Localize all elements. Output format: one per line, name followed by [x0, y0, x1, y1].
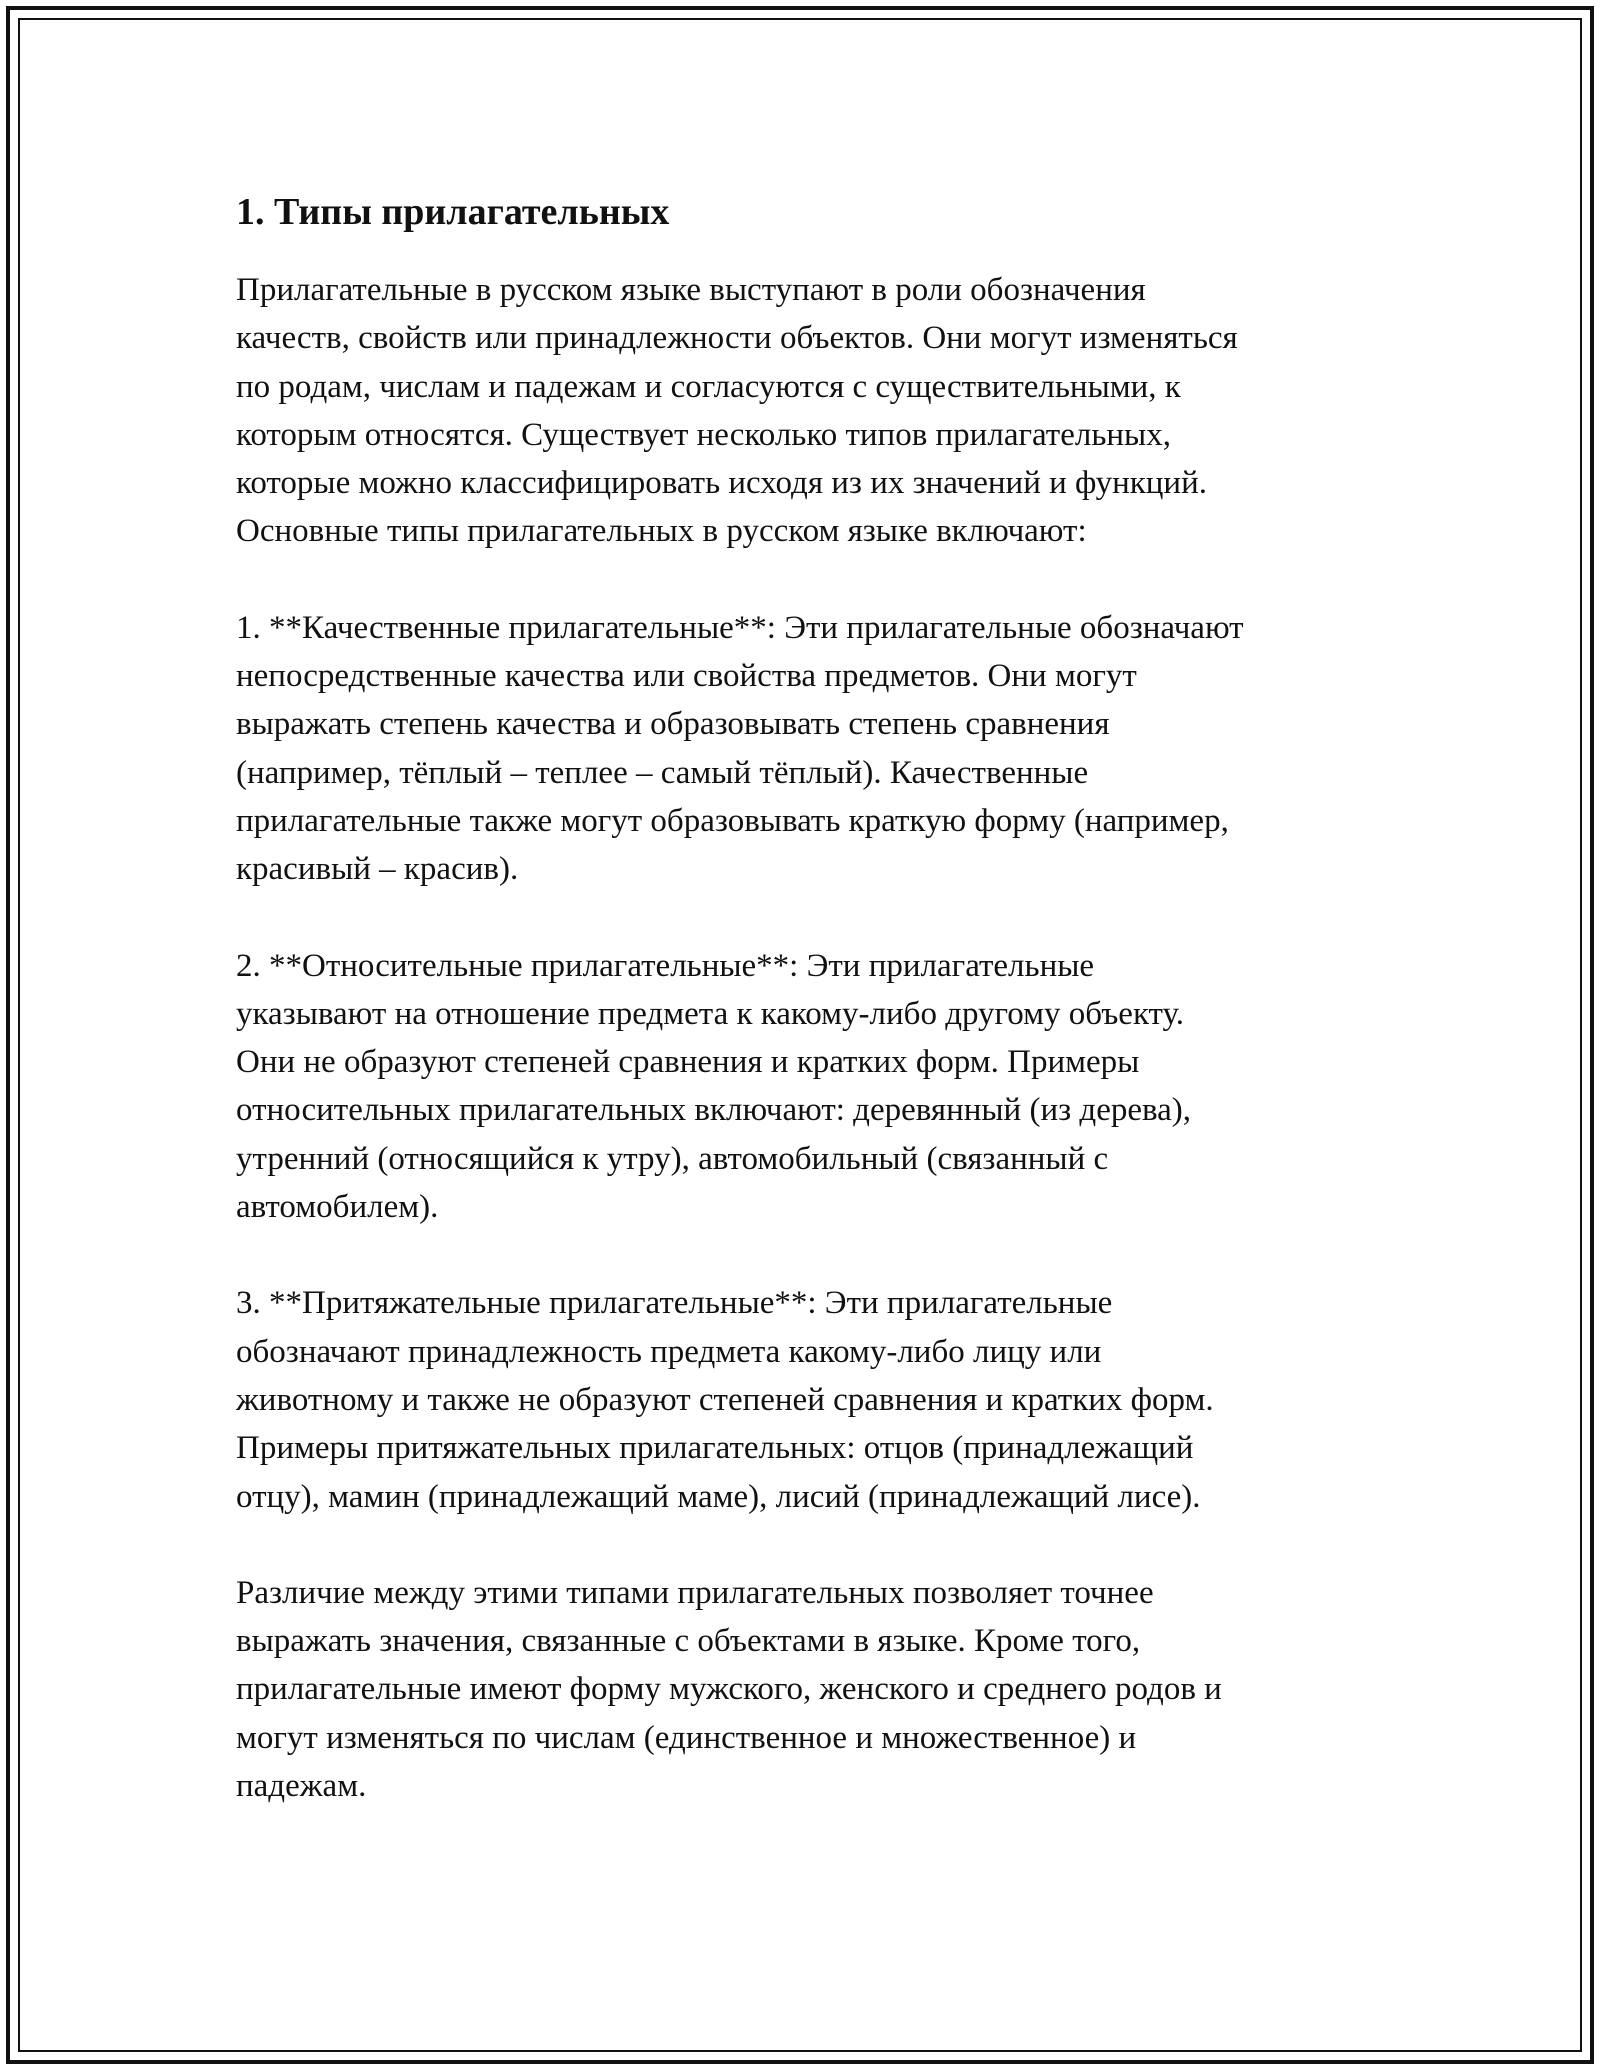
- relative-adjectives-paragraph: 2. **Относительные прилагательные**: Эти прилагательные указывают на отношение предмета к какому-либо другому объекту. Они не образуют степеней сравнения и кратких форм. Примеры относительных прилагательных включают: деревянный (из дерева), утренний (относящийся к утру), автомобильный (связанный с автомобилем).: [236, 947, 1192, 1226]
- intro-paragraph: Прилагательные в русском языке выступают в роли обозначения качеств, свойств или принадлежности объектов. Они могут изменяться по родам, числам и падежам и согласуются с существительными, к которым относятся. Существует несколько типов прилагательных, которые можно классифицировать исходя из их значений и функций. Основные типы прилагательных в русском языке включают:: [236, 272, 1238, 550]
- document-body: [236, 188, 1366, 1858]
- section-heading: 1. Типы прилагательных: [236, 191, 670, 233]
- possessive-adjectives-paragraph: 3. **Притяжательные прилагательные**: Эти прилагательные обозначают принадлежность предмета какому-либо лицу или животному и также не образуют степеней сравнения и кратких форм. Примеры притяжательных прилагательных: отцов (принадлежащий отцу), мамин (принадлежащий маме), лисий (принадлежащий лисе).: [236, 1285, 1214, 1515]
- qualitative-adjectives-paragraph: 1. **Качественные прилагательные**: Эти прилагательные обозначают непосредственные качества или свойства предметов. Они могут выражать степень качества и образовывать степень сравнения (например, тёплый – теплее – самый тёплый). Качественные прилагательные также могут образовывать краткую форму (например, красивый – красив).: [236, 609, 1244, 888]
- conclusion-paragraph: Различие между этими типами прилагательных позволяет точнее выражать значения, связанные с объектами в языке. Кроме того, прилагательные имеют форму мужского, женского и среднего родов и могут изменяться по числам (единственное и множественное) и падежам.: [236, 1574, 1222, 1805]
